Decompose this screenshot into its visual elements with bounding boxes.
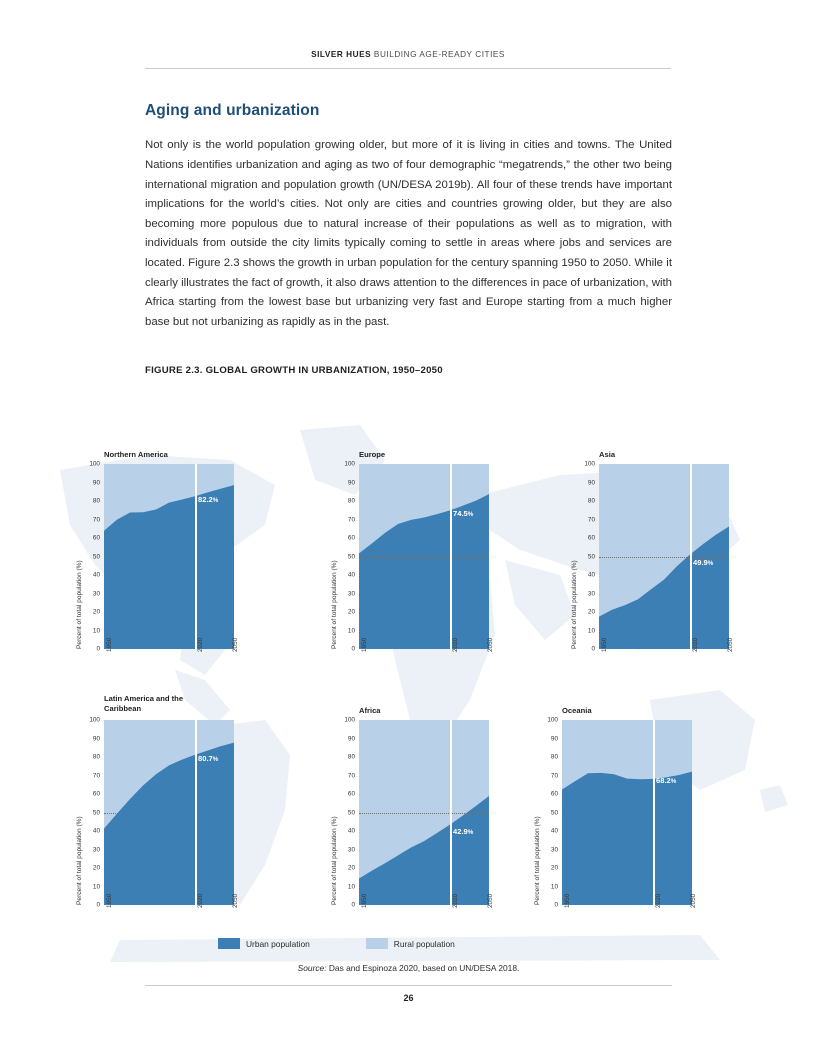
page-title: Aging and urbanization xyxy=(145,102,320,120)
chart-title: Europe xyxy=(359,450,386,459)
x-tick: 2020 xyxy=(655,893,662,908)
x-axis-ticks xyxy=(359,637,494,680)
y-tick: 20 xyxy=(92,608,100,616)
x-tick: 1950 xyxy=(361,637,368,652)
y-axis-label: Percent of total population (%) xyxy=(331,816,338,905)
plot-area xyxy=(104,720,234,905)
y-tick: 90 xyxy=(347,735,355,742)
x-tick: 2020 xyxy=(452,637,459,652)
x-tick: 1950 xyxy=(106,893,113,908)
fifty-percent-guide xyxy=(359,813,489,814)
y-tick: 40 xyxy=(550,827,558,835)
y-axis-ticks xyxy=(84,460,102,653)
plot-box xyxy=(562,720,692,905)
value-label-2020: 80.7% xyxy=(198,754,219,763)
chart-panel-asia xyxy=(565,450,815,670)
y-tick: 40 xyxy=(347,571,355,579)
x-tick: 1950 xyxy=(564,893,571,908)
x-tick: 2050 xyxy=(232,637,239,652)
chart-title: Africa xyxy=(359,706,381,715)
y-tick: 50 xyxy=(550,809,558,816)
chart-title: Northern America xyxy=(104,450,168,459)
y-tick: 20 xyxy=(550,864,558,872)
y-tick: 10 xyxy=(347,627,355,634)
y-tick: 50 xyxy=(92,553,100,560)
plot-area xyxy=(599,464,729,649)
y-tick: 30 xyxy=(92,846,100,853)
y-tick: 30 xyxy=(92,590,100,597)
y-tick: 0 xyxy=(591,645,595,653)
y-tick: 70 xyxy=(587,516,595,523)
y-tick: 30 xyxy=(347,846,355,853)
y-axis-ticks xyxy=(339,716,357,909)
y-tick: 90 xyxy=(347,479,355,486)
figure-caption: FIGURE 2.3. GLOBAL GROWTH IN URBANIZATION, 1950–2050 xyxy=(145,365,443,376)
y-tick: 80 xyxy=(587,497,595,505)
year-2020-marker xyxy=(195,720,197,905)
y-tick: 20 xyxy=(347,864,355,872)
value-label-2020: 82.2% xyxy=(198,495,219,504)
y-axis-label: Percent of total population (%) xyxy=(76,816,83,905)
y-axis-label: Percent of total population (%) xyxy=(534,816,541,905)
figure-source xyxy=(145,963,672,973)
running-header-rest: BUILDING AGE-READY CITIES xyxy=(371,50,505,59)
chart-title: Asia xyxy=(599,450,616,459)
fifty-percent-guide xyxy=(104,557,234,558)
plot-area xyxy=(359,720,489,905)
value-label-2020: 68.2% xyxy=(656,776,677,785)
x-tick: 2020 xyxy=(452,893,459,908)
y-tick: 50 xyxy=(92,809,100,816)
y-tick: 90 xyxy=(587,479,595,486)
x-tick: 2020 xyxy=(692,637,699,652)
y-tick: 0 xyxy=(96,645,100,653)
plot-area xyxy=(359,464,489,649)
plot-area xyxy=(104,464,234,649)
plot-area xyxy=(562,720,692,905)
fifty-percent-guide xyxy=(359,557,489,558)
chart-title: Latin America and the Caribbean xyxy=(104,694,184,713)
source-text: Das and Espinoza 2020, based on UN/DESA 2018. xyxy=(326,963,520,973)
year-2020-marker xyxy=(195,464,197,649)
y-tick: 90 xyxy=(92,479,100,486)
fifty-percent-guide xyxy=(562,813,692,814)
x-axis-ticks xyxy=(104,893,239,936)
y-tick: 80 xyxy=(347,497,355,505)
chart-title: Oceania xyxy=(562,706,592,715)
x-tick: 2050 xyxy=(487,637,494,652)
value-label-2020: 42.9% xyxy=(453,827,474,836)
y-tick: 70 xyxy=(347,516,355,523)
y-tick: 0 xyxy=(351,645,355,653)
plot-box xyxy=(599,464,729,649)
footer-divider xyxy=(145,985,672,986)
chart-panel-oceania xyxy=(528,694,778,914)
y-tick: 10 xyxy=(92,883,100,890)
y-tick: 30 xyxy=(587,590,595,597)
page-number: 26 xyxy=(403,993,414,1003)
y-tick: 50 xyxy=(587,553,595,560)
running-header-bold: SILVER HUES xyxy=(311,50,372,59)
chart-panel-europe xyxy=(325,450,575,670)
year-2020-marker xyxy=(690,464,692,649)
x-axis-ticks xyxy=(104,637,239,680)
chart-panel-northern-america xyxy=(70,450,320,670)
x-tick: 2050 xyxy=(727,637,734,652)
y-tick: 80 xyxy=(347,753,355,761)
y-tick: 80 xyxy=(550,753,558,761)
legend-item-rural xyxy=(366,938,455,949)
y-tick: 30 xyxy=(550,846,558,853)
y-tick: 60 xyxy=(587,534,595,542)
y-tick: 40 xyxy=(92,827,100,835)
x-tick: 1950 xyxy=(106,637,113,652)
chart-panel-latin-america xyxy=(70,694,320,914)
y-tick: 80 xyxy=(92,497,100,505)
header-divider xyxy=(145,68,671,69)
running-header xyxy=(145,50,671,59)
y-tick: 20 xyxy=(92,864,100,872)
y-tick: 60 xyxy=(347,790,355,798)
y-tick: 100 xyxy=(344,716,355,724)
legend-label-urban: Urban population xyxy=(246,938,310,949)
year-2020-marker xyxy=(450,720,452,905)
x-axis-ticks xyxy=(359,893,494,936)
x-tick: 2020 xyxy=(197,637,204,652)
x-tick: 1950 xyxy=(361,893,368,908)
x-tick: 2050 xyxy=(232,893,239,908)
legend-swatch-rural xyxy=(366,938,388,949)
figure-2-3 xyxy=(0,400,816,990)
y-tick: 20 xyxy=(347,608,355,616)
y-tick: 100 xyxy=(547,716,558,724)
y-tick: 40 xyxy=(92,571,100,579)
y-tick: 100 xyxy=(89,716,100,724)
y-tick: 0 xyxy=(351,901,355,909)
y-tick: 60 xyxy=(92,790,100,798)
y-axis-ticks xyxy=(542,716,560,909)
y-tick: 70 xyxy=(550,772,558,779)
y-tick: 0 xyxy=(96,901,100,909)
x-axis-ticks xyxy=(599,637,734,680)
y-tick: 70 xyxy=(92,772,100,779)
y-tick: 60 xyxy=(92,534,100,542)
value-label-2020: 74.5% xyxy=(453,509,474,518)
plot-box xyxy=(359,720,489,905)
y-axis-label: Percent of total population (%) xyxy=(76,560,83,649)
y-tick: 90 xyxy=(550,735,558,742)
y-tick: 100 xyxy=(584,460,595,468)
y-tick: 90 xyxy=(92,735,100,742)
x-tick: 1950 xyxy=(601,637,608,652)
y-tick: 10 xyxy=(550,883,558,890)
y-tick: 80 xyxy=(92,753,100,761)
figure-legend xyxy=(218,938,503,949)
legend-item-urban xyxy=(218,938,310,949)
fifty-percent-guide xyxy=(104,813,234,814)
y-tick: 20 xyxy=(587,608,595,616)
y-axis-label: Percent of total population (%) xyxy=(331,560,338,649)
y-axis-label: Percent of total population (%) xyxy=(571,560,578,649)
y-tick: 60 xyxy=(550,790,558,798)
y-tick: 100 xyxy=(344,460,355,468)
x-tick: 2020 xyxy=(197,893,204,908)
y-tick: 100 xyxy=(89,460,100,468)
y-tick: 50 xyxy=(347,809,355,816)
y-tick: 10 xyxy=(587,627,595,634)
x-tick: 2050 xyxy=(487,893,494,908)
plot-box xyxy=(359,464,489,649)
source-prefix: Source: xyxy=(297,963,327,973)
y-tick: 0 xyxy=(554,901,558,909)
year-2020-marker xyxy=(450,464,452,649)
y-tick: 10 xyxy=(92,627,100,634)
y-tick: 50 xyxy=(347,553,355,560)
legend-swatch-urban xyxy=(218,938,240,949)
plot-box xyxy=(104,720,234,905)
y-axis-ticks xyxy=(84,716,102,909)
y-tick: 40 xyxy=(347,827,355,835)
value-label-2020: 49.9% xyxy=(693,558,714,567)
y-tick: 40 xyxy=(587,571,595,579)
year-2020-marker xyxy=(653,720,655,905)
y-axis-ticks xyxy=(339,460,357,653)
y-tick: 60 xyxy=(347,534,355,542)
y-tick: 70 xyxy=(92,516,100,523)
y-tick: 30 xyxy=(347,590,355,597)
x-tick: 2050 xyxy=(690,893,697,908)
legend-label-rural: Rural population xyxy=(393,938,455,949)
x-axis-ticks xyxy=(562,893,697,936)
y-tick: 70 xyxy=(347,772,355,779)
y-axis-ticks xyxy=(579,460,597,653)
y-tick: 10 xyxy=(347,883,355,890)
plot-box xyxy=(104,464,234,649)
body-paragraph: Not only is the world population growing older, but more of it is living in cities and towns. The United Nations identifies urbanization and aging as two of four demographic “megatrends,” the other two being international migration and population growth (UN/DESA 2019b). All four of these trends have important implications for the world’s cities. Not only are cities and countries growing older, but they are also becoming more populous due to natural increase of their populations as well as to migration, with individuals from outside the city limits typically coming to settle in areas where jobs and services are located. Figure 2.3 shows the growth in urban population for the century spanning 1950 to 2050. While it clearly illustrates the fact of growth, it also draws attention to the differences in pace of urbanization, with Africa starting from the lowest base but urbanizing very fast and Europe starting from a much higher base but not urbanizing as rapidly as in the past. xyxy=(145,139,672,328)
